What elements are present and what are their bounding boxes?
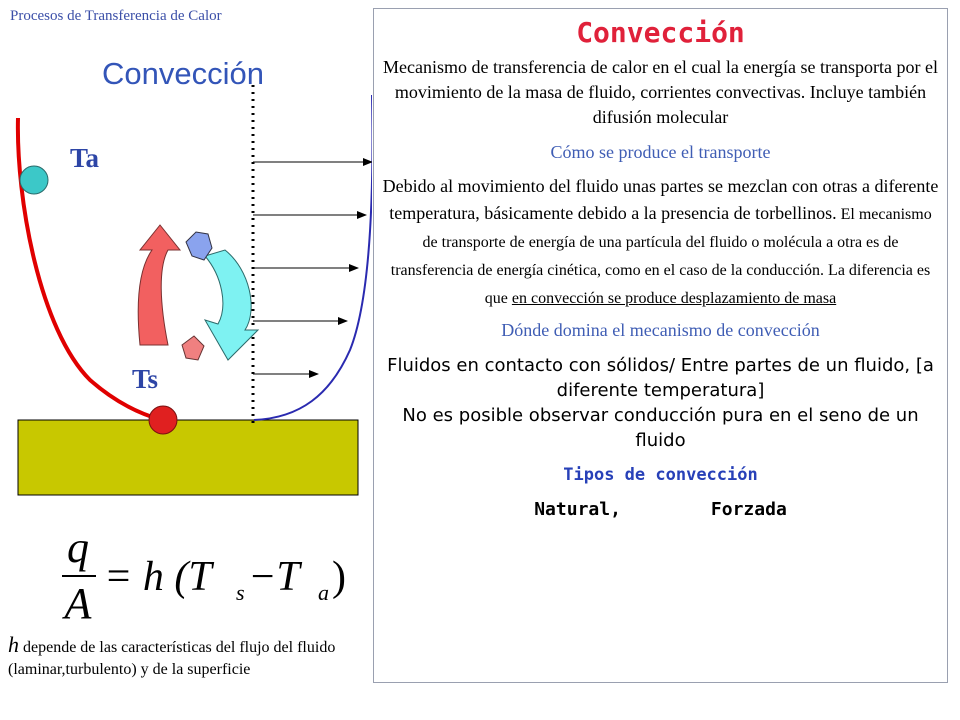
tipo-natural: Natural, bbox=[534, 499, 621, 520]
panel-title: Convección bbox=[576, 16, 745, 49]
velocity-profile-curve bbox=[254, 95, 372, 420]
tipos-row bbox=[374, 499, 947, 520]
tipo-forzada: Forzada bbox=[710, 499, 787, 520]
h-note-text: depende de las características del flujo del fluido (laminar,turbulento) y de la superficie bbox=[8, 639, 336, 678]
formula-sub-a: a bbox=[318, 580, 329, 605]
surface-block bbox=[18, 420, 358, 495]
ta-point bbox=[20, 166, 48, 194]
mechanism-text-small: El mecanismo de transporte de energía de una partícula del fluido o molécula a otra es de transferencia de energía cinética, como en el caso de la conducción. La diferencia es que bbox=[390, 206, 932, 307]
formula-denominator: A bbox=[64, 579, 92, 628]
convection-formula bbox=[60, 520, 360, 630]
ts-point bbox=[149, 406, 177, 434]
eddy-arrow-cyan bbox=[205, 250, 258, 360]
formula-sub-s: s bbox=[236, 580, 245, 605]
mechanism-text-underlined: en convección se produce desplazamiento de masa bbox=[511, 290, 837, 307]
formula-minus-t: −T bbox=[248, 554, 300, 600]
tipos-heading: Tipos de convección bbox=[563, 465, 758, 485]
label-ta: Ta bbox=[70, 143, 100, 173]
domina-heading: Dónde domina el mecanismo de convección bbox=[501, 320, 820, 340]
header-label: Procesos de Transferencia de Calor bbox=[10, 8, 222, 24]
fluid-particle-red bbox=[182, 336, 204, 360]
fluidos-paragraph-2: No es posible observar conducción pura en el seno de un fluido bbox=[402, 405, 919, 451]
definition-paragraph: Mecanismo de transferencia de calor en el cual la energía se transporta por el movimiento de la masa de fluido, corrientes convectivas. Incluye también difusión molecular bbox=[383, 57, 938, 127]
h-symbol: h bbox=[8, 632, 19, 657]
eddy-arrow-red bbox=[138, 225, 180, 345]
formula-rhs: = h (T bbox=[104, 554, 212, 600]
mechanism-paragraph bbox=[374, 173, 947, 312]
left-title: Convección bbox=[102, 56, 264, 91]
mechanism-text-large: Debido al movimiento del fluido unas partes se mezclan con otras a diferente temperatura, básicamente debido a la presencia de torbellinos. bbox=[382, 176, 939, 223]
transport-heading: Cómo se produce el transporte bbox=[550, 142, 771, 162]
convection-diagram bbox=[0, 0, 372, 520]
fluidos-paragraph-1: Fluidos en contacto con sólidos/ Entre partes de un fluido, [a diferente temperatura] bbox=[387, 355, 934, 401]
formula-numerator: q bbox=[67, 523, 89, 572]
formula-close: ) bbox=[332, 554, 346, 600]
h-dependence-note bbox=[8, 634, 370, 681]
label-ts: Ts bbox=[132, 364, 159, 394]
definition-panel bbox=[373, 8, 948, 683]
